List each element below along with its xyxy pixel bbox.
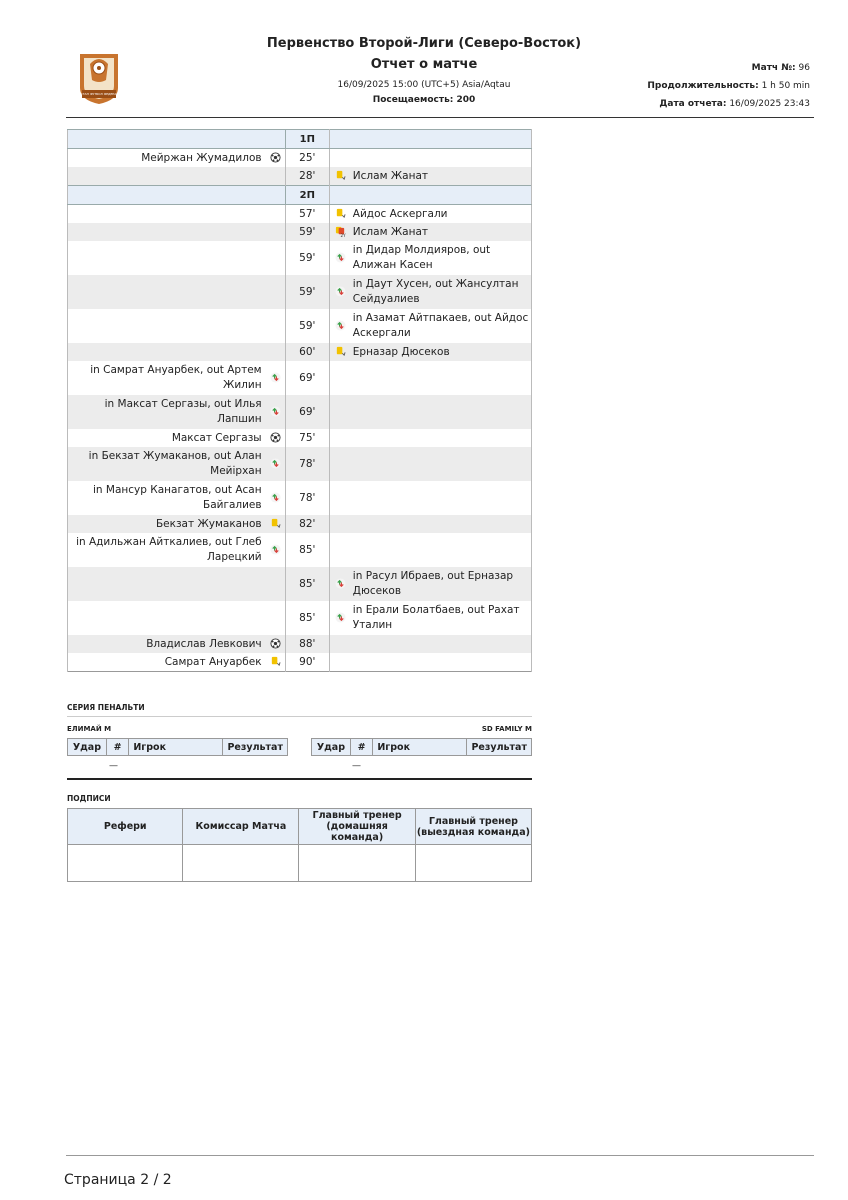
event-row [68, 167, 532, 186]
empty-icon-cell [329, 447, 350, 481]
svg-text:КАЗАКСТАН ФУТБОЛ ФЕДЕРАЦИЯСЫ: КАЗАКСТАН ФУТБОЛ ФЕДЕРАЦИЯСЫ [70, 92, 128, 96]
empty-icon-cell [266, 275, 286, 309]
empty-icon-cell [329, 429, 350, 447]
event-row [68, 515, 532, 533]
event-minute: 85' [285, 533, 329, 567]
substitution-icon [329, 601, 350, 635]
home-event-text [68, 275, 266, 309]
away-event-text: Айдос Аскергали [351, 205, 532, 224]
match-datetime: 16/09/2025 15:00 (UTC+5) Asia/Aqtau [337, 80, 511, 90]
goal-icon [266, 429, 286, 447]
goal-icon [266, 635, 286, 653]
home-event-text [68, 309, 266, 343]
event-minute: 28' [285, 167, 329, 186]
away-event-text: in Азамат Айтпакаев, out Айдос Аскергали [351, 309, 532, 343]
referee-signature-cell [68, 845, 183, 882]
event-row [68, 343, 532, 361]
event-minute: 82' [285, 515, 329, 533]
home-event-text [68, 205, 266, 224]
penalty-away-table [311, 738, 532, 756]
col-result: Результат [467, 739, 532, 756]
event-minute: 25' [285, 149, 329, 168]
event-minute: 57' [285, 205, 329, 224]
yellow-card-icon [329, 205, 350, 224]
event-row [68, 653, 532, 672]
substitution-icon [266, 395, 286, 429]
match-number: Матч №: 96 [751, 63, 810, 73]
away-event-text: in Ерали Болатбаев, out Рахат Уталин [351, 601, 532, 635]
substitution-icon [266, 361, 286, 395]
penalty-home-table [67, 738, 288, 756]
event-minute: 85' [285, 567, 329, 601]
half-label: 2П [285, 186, 329, 205]
yellow-card-icon [329, 167, 350, 186]
empty-icon-cell [266, 241, 286, 275]
away-event-text [351, 533, 532, 567]
empty-icon-cell [329, 515, 350, 533]
signatures-table [67, 808, 532, 882]
home-event-text: in Мансур Канагатов, out Асан Байгалиев [68, 481, 266, 515]
home-event-text: Самрат Ануарбек [68, 653, 266, 672]
event-minute: 59' [285, 223, 329, 241]
penalty-section-title: СЕРИЯ ПЕНАЛЬТИ [67, 703, 145, 712]
away-event-text: in Расул Ибраев, out Ерназар Дюсеков [351, 567, 532, 601]
event-row [68, 309, 532, 343]
away-event-text [351, 481, 532, 515]
col-number: # [106, 739, 128, 756]
col-kick: Удар [312, 739, 351, 756]
first-half-header [68, 130, 532, 149]
penalty-home-empty: — [109, 761, 118, 771]
event-row [68, 429, 532, 447]
event-row [68, 481, 532, 515]
away-event-text [351, 447, 532, 481]
home-event-text: in Адильжан Айткалиев, out Глеб Ларецкий [68, 533, 266, 567]
event-row [68, 361, 532, 395]
home-event-text: Максат Сергазы [68, 429, 266, 447]
substitution-icon [329, 567, 350, 601]
event-row [68, 149, 532, 168]
away-event-text: in Даут Хусен, out Жансултан Сейдуалиев [351, 275, 532, 309]
event-row [68, 275, 532, 309]
signatures-title: ПОДПИСИ [67, 794, 111, 803]
home-event-text: Бекзат Жумаканов [68, 515, 266, 533]
home-event-text: in Бекзат Жумаканов, out Алан Мейірхан [68, 447, 266, 481]
empty-icon-cell [329, 149, 350, 168]
svg-text:2Y: 2Y [340, 233, 346, 238]
home-coach-header: Главный тренер (домашняя команда) [299, 809, 415, 845]
away-coach-signature-cell [415, 845, 531, 882]
away-event-text [351, 429, 532, 447]
commissioner-header: Комиссар Матча [183, 809, 299, 845]
penalty-away-empty: — [352, 761, 361, 771]
event-minute: 75' [285, 429, 329, 447]
empty-icon-cell [329, 635, 350, 653]
away-event-text [351, 515, 532, 533]
penalty-bottom-rule [67, 778, 532, 780]
empty-icon-cell [266, 309, 286, 343]
col-number: # [350, 739, 372, 756]
empty-icon-cell [266, 223, 286, 241]
event-minute: 85' [285, 601, 329, 635]
event-minute: 90' [285, 653, 329, 672]
away-event-text [351, 149, 532, 168]
away-event-text: Ислам Жанат [351, 223, 532, 241]
yellow-card-icon [329, 343, 350, 361]
event-minute: 59' [285, 309, 329, 343]
event-minute: 78' [285, 481, 329, 515]
event-minute: 59' [285, 275, 329, 309]
col-player: Игрок [373, 739, 467, 756]
away-event-text [351, 653, 532, 672]
penalty-home-team: ЕЛИМАЙ М [67, 725, 112, 733]
empty-icon-cell [266, 601, 286, 635]
empty-icon-cell [266, 343, 286, 361]
home-event-text: in Самрат Ануарбек, out Артем Жилин [68, 361, 266, 395]
home-event-text: Владислав Левкович [68, 635, 266, 653]
event-row [68, 533, 532, 567]
col-kick: Удар [68, 739, 107, 756]
away-event-text: Ислам Жанат [351, 167, 532, 186]
second-half-header [68, 186, 532, 205]
empty-icon-cell [329, 653, 350, 672]
event-minute: 69' [285, 361, 329, 395]
substitution-icon [329, 241, 350, 275]
event-row [68, 205, 532, 224]
home-event-text [68, 167, 266, 186]
col-result: Результат [223, 739, 288, 756]
home-event-text [68, 567, 266, 601]
event-row [68, 241, 532, 275]
event-minute: 78' [285, 447, 329, 481]
second-yellow-icon [329, 223, 350, 241]
event-minute: 88' [285, 635, 329, 653]
goal-icon [266, 149, 286, 168]
event-minute: 59' [285, 241, 329, 275]
yellow-card-icon [266, 653, 286, 672]
home-event-text: in Максат Сергазы, out Илья Лапшин [68, 395, 266, 429]
report-title: Отчет о матче [370, 57, 478, 72]
home-event-text [68, 241, 266, 275]
empty-icon-cell [329, 533, 350, 567]
col-player: Игрок [129, 739, 223, 756]
attendance: Посещаемость: 200 [372, 95, 476, 105]
event-row [68, 601, 532, 635]
home-event-text: Мейржан Жумадилов [68, 149, 266, 168]
page-number: Страница 2 / 2 [64, 1172, 172, 1188]
substitution-icon [266, 533, 286, 567]
away-event-text [351, 635, 532, 653]
competition-title: Первенство Второй-Лиги (Северо-Восток) [266, 36, 582, 51]
empty-icon-cell [266, 567, 286, 601]
away-event-text [351, 395, 532, 429]
empty-icon-cell [266, 205, 286, 224]
substitution-icon [329, 275, 350, 309]
home-event-text [68, 601, 266, 635]
event-row [68, 223, 532, 241]
header-divider [66, 117, 814, 118]
event-minute: 69' [285, 395, 329, 429]
home-event-text [68, 223, 266, 241]
away-event-text [351, 361, 532, 395]
away-coach-header: Главный тренер (выездная команда) [415, 809, 531, 845]
half-label: 1П [285, 130, 329, 149]
footer-divider [66, 1155, 814, 1156]
empty-icon-cell [266, 167, 286, 186]
away-event-text: Ерназар Дюсеков [351, 343, 532, 361]
report-date: Дата отчета: 16/09/2025 23:43 [659, 99, 810, 109]
empty-icon-cell [329, 481, 350, 515]
referee-header: Рефери [68, 809, 183, 845]
yellow-card-icon [266, 515, 286, 533]
penalty-divider [67, 716, 532, 717]
event-row [68, 567, 532, 601]
substitution-icon [329, 309, 350, 343]
empty-icon-cell [329, 361, 350, 395]
substitution-icon [266, 481, 286, 515]
empty-icon-cell [329, 395, 350, 429]
event-row [68, 447, 532, 481]
substitution-icon [266, 447, 286, 481]
event-row [68, 395, 532, 429]
home-coach-signature-cell [299, 845, 415, 882]
event-row [68, 635, 532, 653]
commissioner-signature-cell [183, 845, 299, 882]
match-duration: Продолжительность: 1 h 50 min [647, 81, 810, 91]
event-minute: 60' [285, 343, 329, 361]
match-events-table [67, 129, 532, 672]
away-event-text: in Дидар Молдияров, out Алижан Касен [351, 241, 532, 275]
penalty-away-team: SD FAMILY M [481, 725, 532, 733]
home-event-text [68, 343, 266, 361]
